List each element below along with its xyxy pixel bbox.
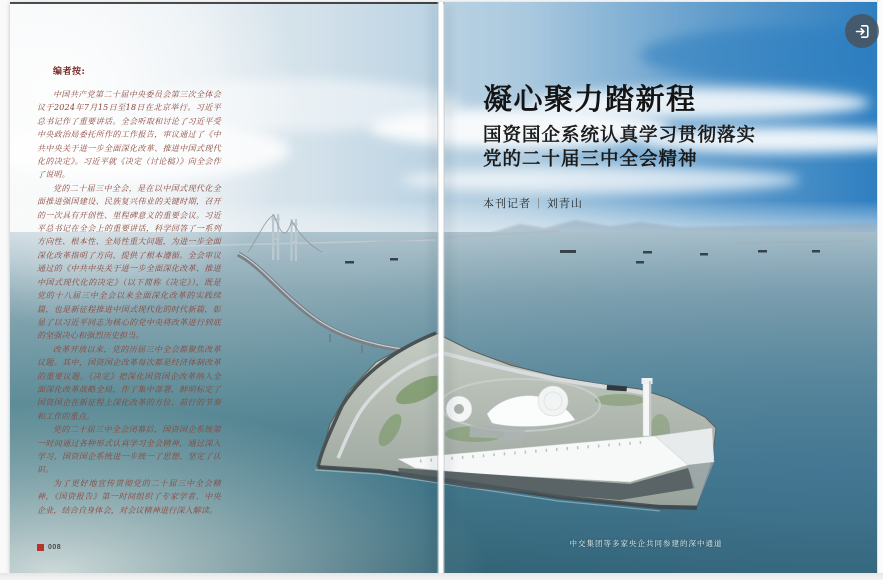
editorial-paragraphs <box>37 88 221 517</box>
editorial-heading: 编者按: <box>53 67 86 77</box>
page-number: 008 <box>48 544 62 551</box>
editorial-paragraph: 为了更好地宣传贯彻党的二十届三中全会精神，《国资报告》第一时间组织了专家学者、中央企业，结合自身体会，对会议精神进行深入解读。 <box>37 478 221 515</box>
editorial-paragraph: 中国共产党第二十届中央委员会第三次全体会议于2024年7月15日至18日在北京举行。习近平总书记作了重要讲话。全会听取和讨论了习近平受中央政治局委托所作的工作报告，审议通过了《中共中央关于进一步全面深化改革、推进中国式现代化的决定》。习近平就《决定（讨论稿）》向全会作了说明。 <box>37 90 221 180</box>
page-gutter <box>437 2 445 573</box>
article-subtitle <box>483 123 877 171</box>
overlay-action-button[interactable] <box>845 14 879 48</box>
article-title: 凝心聚力踏新程 <box>483 84 697 116</box>
page-top-edge <box>10 2 444 4</box>
byline-separator: | <box>537 197 541 209</box>
editorial-paragraph: 党的二十届三中全会闭幕后，国资国企系统第一时间通过各种形式认真学习全会精神，通过深入学习，国资国企系统进一步统一了思想、坚定了认识。 <box>37 425 221 475</box>
editorial-note <box>37 64 221 517</box>
spread-right-edge <box>877 0 883 580</box>
photo-caption: 中交集团等多家央企共同参建的深中通道 <box>569 539 723 548</box>
spread-bottom-edge <box>0 573 883 580</box>
circular-plaza <box>538 386 568 416</box>
page-folio <box>37 544 61 551</box>
byline-name: 刘青山 <box>546 198 583 210</box>
folio-red-square-icon <box>37 544 44 551</box>
subtitle-line-1: 国资国企系统认真学习贯彻落实 <box>483 124 757 145</box>
editorial-paragraph: 改革开放以来，党的历届三中全会都聚焦改革议题。其中，国资国企改革每次都是经济体制改革的重要议题。《决定》把深化国资国企改革纳入全面深化改革战略全局，作了集中部署，鲜明标定了国资国企在新征程上深化改革的方位、前行的节奏和工作的重点。 <box>37 344 221 421</box>
editorial-paragraph: 党的二十届三中全会，是在以中国式现代化全面推进强国建设、民族复兴伟业的关键时期，召开的一次具有开创性、里程碑意义的重要会议。习近平总书记在全会上的重要讲话，科学回答了一系列方向性、根本性、全局性重大问题，为进一步全面深化改革指明了方向、提供了根本遵循。全会审议通过的《中共中央关于进一步全面深化改革、推进中国式现代化的决定》（以下简称《决定》），既是党的十八届三中全会以来全面深化改革的实践续篇，也是新征程推进中国式现代化的时代新篇，彰显了以习近平同志为核心的党中央将改革进行到底的坚强决心和强烈历史担当。 <box>37 183 221 341</box>
login-arrow-icon <box>854 23 871 40</box>
byline <box>483 195 877 211</box>
byline-role: 本刊记者 <box>483 198 531 210</box>
subtitle-line-2: 党的二十届三中全会精神 <box>483 148 698 169</box>
magazine-spread <box>10 2 877 573</box>
article-headline-block <box>483 82 877 211</box>
